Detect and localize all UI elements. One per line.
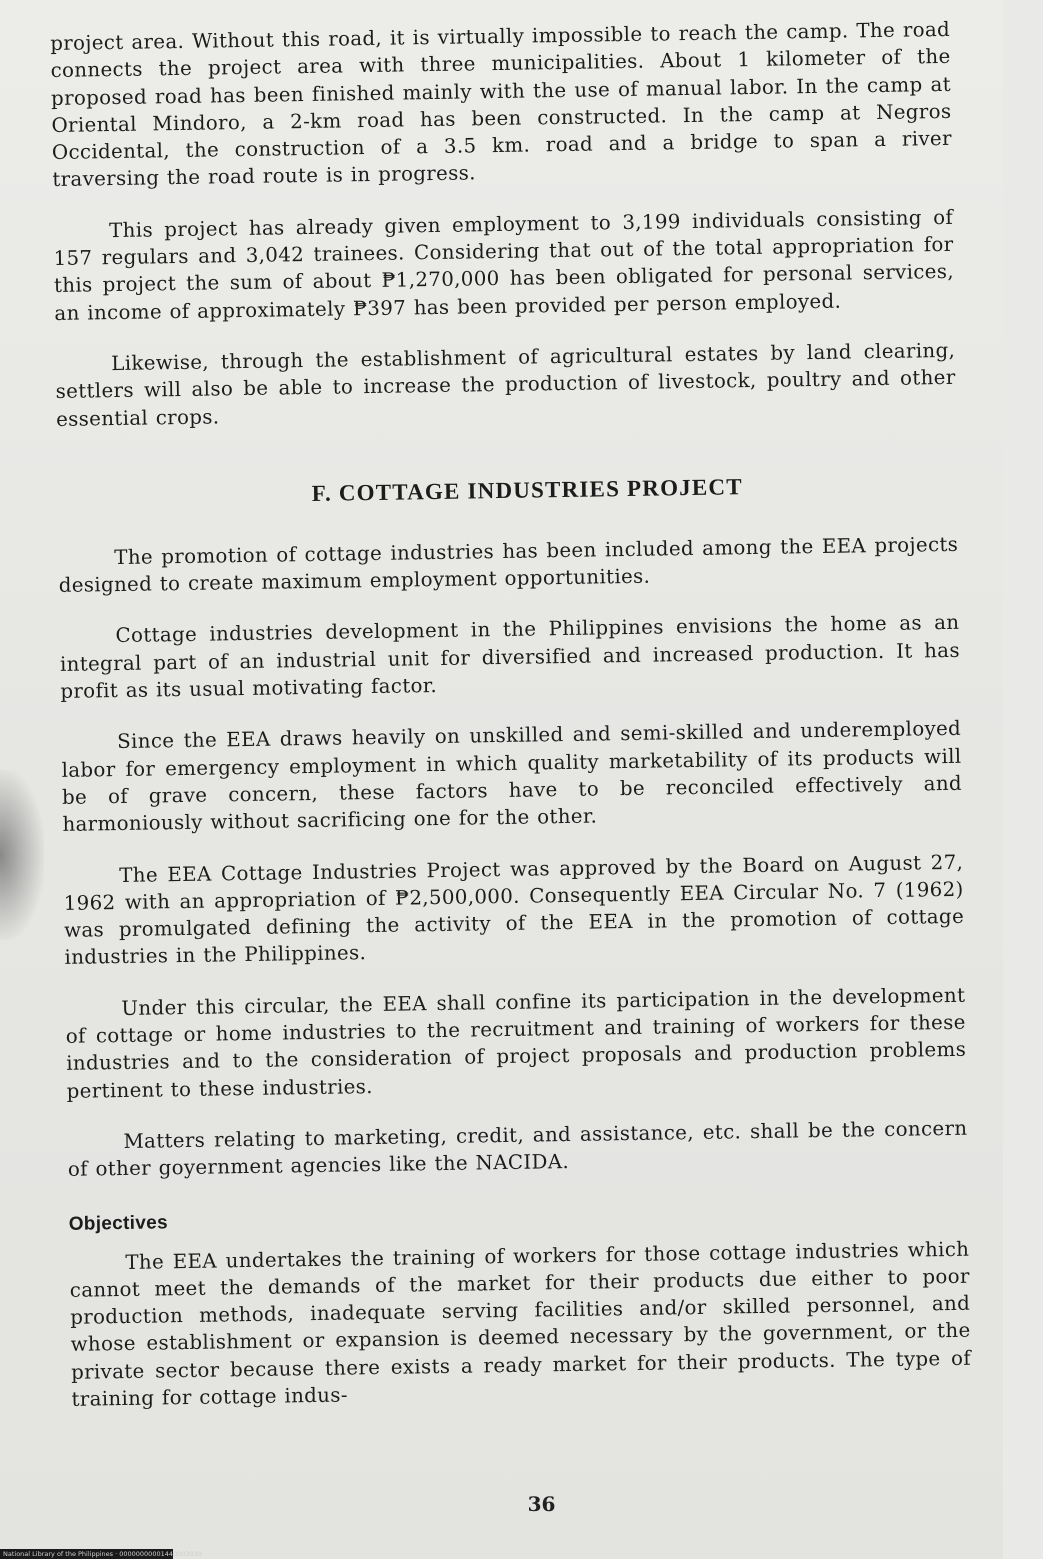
paragraph-employment: This project has already given employment to 3,199 individuals consisting of 157 regulars and 3,042 trainees. Considering that out of the total appropriation for this project the sum of about ₱1,270,000 has been obligated for personal services, an income of approximately ₱397 has been provided per person employed. — [53, 205, 955, 325]
paragraph-promotion: The promotion of cottage industries has been included among the EEA projects designed to create maximum employment opportunities. — [58, 532, 959, 598]
archive-footer: National Library of the Philippines · 00000000001440003930 — [0, 1549, 173, 1559]
paragraph-objectives: The EEA undertakes the training of workers for those cottage industries which cannot meet the demands of the market for their products due either to poor production methods, inadequate serving facilities and/or skilled personnel, and whose establishment or expansion is deemed necessary by the government, or the private sector because there exists a ready market for their products. The type of training for cottage indus- — [69, 1237, 972, 1411]
paragraph-settlers: Likewise, through the establishment of agricultural estates by land clearing, settlers will also be able to increase the production of livestock, poultry and other essential crops. — [55, 338, 956, 431]
paragraph-marketing: Matters relating to marketing, credit, and assistance, etc. shall be the concern of other goyernment agencies like the NACIDA. — [67, 1116, 968, 1182]
section-heading: F. COTTAGE INDUSTRIES PROJECT — [311, 474, 743, 506]
page-content — [50, 16, 972, 1413]
paragraph-road-camp: project area. Without this road, it is virtually impossible to reach the camp. The road connects the project area with three municipalities. About 1 kilometer of the proposed road has been finished mainly with the use of manual labor. In the camp at Oriental Mindoro, a 2-km road has been constructed. In the camp at Negros Occidental, the construction of a 3.5 km. road and a bridge to span a river traversing the road route is in progress. — [50, 17, 952, 192]
page-edge-shadow — [0, 770, 44, 940]
paragraph-approval: The EEA Cottage Industries Project was approved by the Board on August 27, 1962 with an appropriation of ₱2,500,000. Consequently EEA Circular No. 7 (1962) was promulgated defining the activity of the EEA in the promotion of cottage industries in the Philippines. — [63, 850, 965, 970]
objectives-heading: Objectives — [68, 1211, 169, 1235]
paragraph-development: Cottage industries development in the Philippines envisions the home as an integral part of an industrial unit for diversified and increased production. It has profit as its usual motivating factor. — [59, 611, 961, 703]
paragraph-circular: Under this circular, the EEA shall confine its participation in the development of cottage or home industries to the recruitment and training of workers for these industries and to the consideration of project proposals and production problems pertinent to these industries. — [65, 983, 967, 1103]
page-number: 36 — [527, 1492, 556, 1516]
paragraph-labor: Since the EEA draws heavily on unskilled and semi-skilled and underemployed labor for emergency employment in which quality marketability of its products will be of grave concern, these factors have to be reconciled effectively and harmoniously without sacrificing one for the other. — [61, 717, 963, 837]
